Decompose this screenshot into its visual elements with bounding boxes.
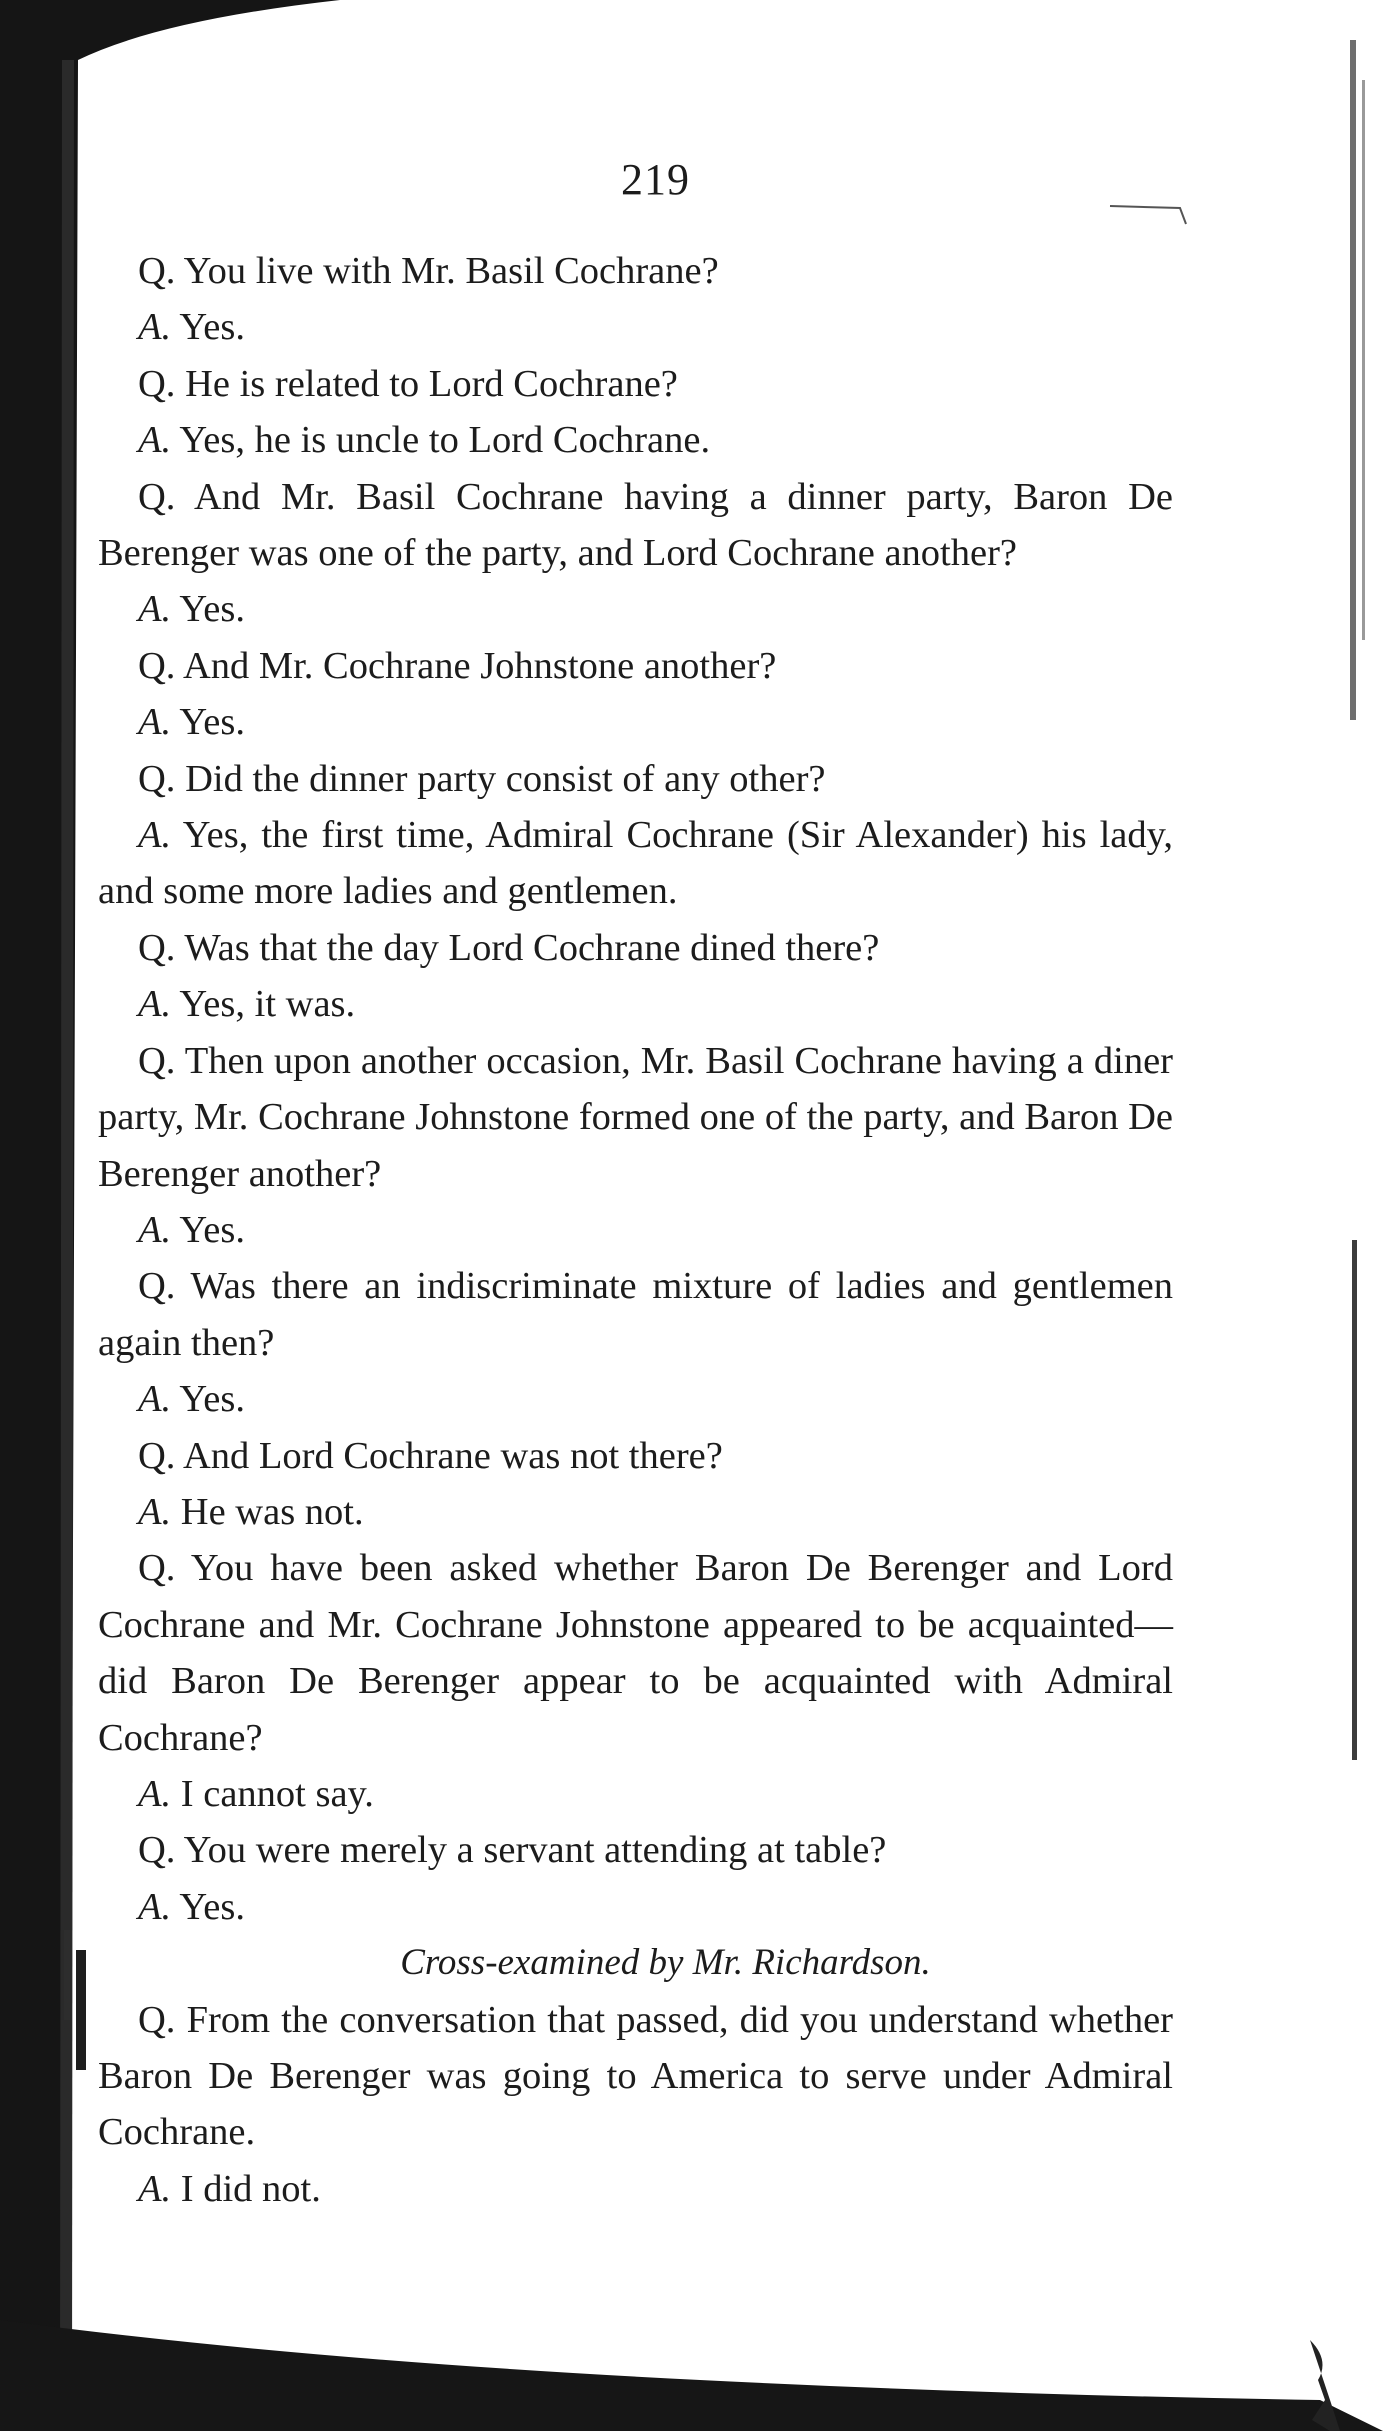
entry-label: Q.	[138, 1434, 176, 1477]
entry-label: Q.	[138, 475, 176, 518]
qa-entry	[98, 976, 1173, 1032]
entry-text: Yes.	[179, 1378, 246, 1421]
entry-label: Q.	[138, 362, 176, 405]
entry-label: A.	[138, 701, 172, 744]
entry-text: Yes.	[179, 1208, 246, 1251]
qa-entry	[98, 1540, 1173, 1766]
qa-entry	[98, 920, 1173, 976]
qa-entry	[98, 1371, 1173, 1427]
entry-text: He is related to Lord Cochrane?	[185, 362, 678, 405]
entry-label: Q.	[138, 757, 176, 800]
entry-text: Yes, he is uncle to Lord Cochrane.	[179, 419, 711, 462]
entry-label: A.	[138, 588, 172, 631]
entry-text: Yes.	[179, 306, 246, 349]
entry-text: Was there an indiscriminate mixture of ladies and gentlemen again then?	[98, 1265, 1174, 1364]
section-heading: Cross-examined by Mr. Richardson.	[400, 1942, 931, 1984]
entry-text: From the conversation that passed, did you understand whether Baron De Berenger was going to America to serve under Admiral Cochrane.	[98, 1998, 1173, 2154]
entry-label: A.	[138, 814, 172, 857]
entry-text: And Mr. Cochrane Johnstone another?	[182, 644, 777, 687]
entry-text: Did the dinner party consist of any other?	[185, 757, 826, 800]
qa-entry	[98, 1202, 1173, 1258]
entry-label: A.	[138, 306, 172, 349]
entry-text: He was not.	[180, 1490, 364, 1533]
qa-entry	[98, 412, 1173, 468]
qa-entry	[98, 1484, 1173, 1540]
entry-label: A.	[138, 1885, 172, 1928]
entry-text: I did not.	[180, 2167, 321, 2210]
entry-label: A.	[138, 419, 172, 462]
page-number: 219	[621, 155, 690, 204]
entry-label: Q.	[138, 644, 176, 687]
entry-label: A.	[138, 1772, 172, 1815]
qa-entry	[98, 1879, 1173, 1935]
entry-label: A.	[138, 1490, 172, 1533]
qa-entry	[98, 1992, 1173, 2161]
qa-entry	[98, 807, 1173, 920]
entry-label: Q.	[138, 250, 176, 292]
qa-entry	[98, 751, 1173, 807]
entry-text: Was that the day Lord Cochrane dined there?	[184, 926, 880, 969]
entry-label: Q.	[138, 1039, 176, 1082]
entry-text: Yes.	[179, 1885, 246, 1928]
entry-label: A.	[138, 983, 172, 1026]
entry-text: You have been asked whether Baron De Berenger and Lord Cochrane and Mr. Cochrane Johnstone appeared to be acquainted—did Baron De Berenger appear to be acquainted with Admiral Cochrane?	[98, 1547, 1173, 1759]
entry-text: Yes, it was.	[179, 983, 356, 1026]
entry-text: Yes.	[179, 588, 246, 631]
qa-entry	[98, 2161, 1173, 2217]
qa-entry	[98, 299, 1173, 355]
entry-label: Q.	[138, 1998, 176, 2041]
entry-text: Yes, the first time, Admiral Cochrane (Sir Alexander) his lady, and some more ladies and gentlemen.	[98, 814, 1173, 913]
entry-text: Yes.	[179, 701, 246, 744]
entry-text: Then upon another occasion, Mr. Basil Cochrane having a diner party, Mr. Cochrane Johnstone formed one of the party, and Baron De Berenger another?	[98, 1039, 1173, 1195]
entry-text: I cannot say.	[180, 1772, 374, 1815]
qa-entry	[98, 1428, 1173, 1484]
entry-label: Q.	[138, 1829, 176, 1872]
qa-entry	[98, 243, 1173, 299]
qa-entry	[98, 1258, 1173, 1371]
qa-entry	[98, 1033, 1173, 1202]
entry-label: A.	[138, 1378, 172, 1421]
entry-label: A.	[138, 1208, 172, 1251]
entry-label: Q.	[138, 1547, 176, 1590]
qa-entry	[98, 694, 1173, 750]
qa-entry	[98, 356, 1173, 412]
qa-entry	[98, 638, 1173, 694]
entry-text: And Lord Cochrane was not there?	[182, 1434, 723, 1477]
book-page	[98, 150, 1173, 2280]
entry-text: You live with Mr. Basil Cochrane?	[183, 250, 719, 292]
qa-entry	[98, 469, 1173, 582]
entry-text: You were merely a servant attending at table?	[183, 1829, 887, 1872]
entry-label: Q.	[138, 926, 176, 969]
entry-label: Q.	[138, 1265, 176, 1308]
entry-text: And Mr. Basil Cochrane having a dinner party, Baron De Berenger was one of the party, and Lord Cochrane another?	[98, 475, 1173, 575]
entry-label: A.	[138, 2167, 172, 2210]
qa-entry	[98, 1766, 1173, 1822]
qa-entry	[98, 581, 1173, 637]
testimony-text	[98, 243, 1173, 2217]
qa-entry	[98, 1822, 1173, 1878]
